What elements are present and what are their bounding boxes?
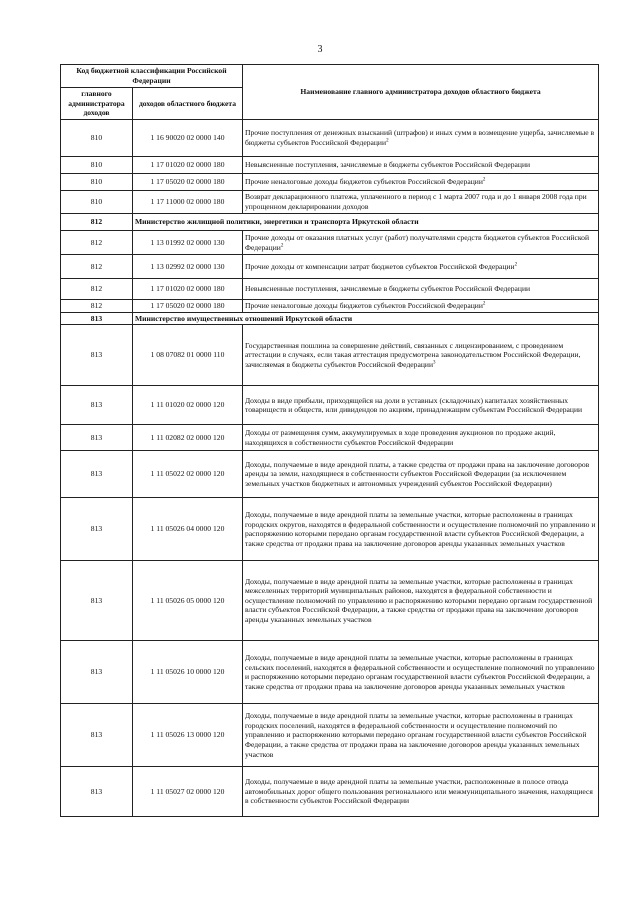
income-name-text: Прочие неналоговые доходы бюджетов субъектов Российской Федерации — [245, 301, 483, 310]
income-name-cell — [243, 767, 599, 817]
income-name-text: Доходы, получаемые в виде арендной платы за земельные участки, которые расположены в границах межселенных территорий муниципальных районов, находятся в федеральной собственности и осуществление полномочий по управлению и распоряжению которыми передано органам государственной власти субъектов Российской Федерации, а также средства от продажи права на заключение договоров аренды указанных земельных участков — [245, 576, 593, 625]
header-admin-column: главного администратора доходов — [61, 88, 133, 120]
income-name-cell — [243, 325, 599, 386]
footnote-marker: 2 — [482, 177, 486, 183]
admin-code-cell: 813 — [61, 498, 133, 561]
income-code-cell: 1 11 05026 04 0000 120 — [133, 498, 243, 561]
admin-code-cell: 813 — [61, 641, 133, 704]
income-name-cell — [243, 425, 599, 451]
table-row — [61, 157, 599, 174]
admin-code-cell: 812 — [61, 255, 133, 279]
admin-code-cell: 810 — [61, 157, 133, 174]
admin-code-cell: 810 — [61, 191, 133, 214]
income-name-cell — [243, 386, 599, 425]
table-row — [61, 641, 599, 704]
income-code-cell: 1 17 01020 02 0000 180 — [133, 157, 243, 174]
footnote-marker: 2 — [514, 262, 518, 268]
section-title-cell: Министерство жилищной политики, энергетики и транспорта Иркутской области — [133, 214, 599, 231]
footnote-marker: 2 — [386, 138, 389, 144]
income-name-text: Прочие поступления от денежных взысканий (штрафов) и иных сумм в возмещение ущерба, зачисляемые в бюджеты субъектов Российской Федерации — [245, 128, 595, 147]
admin-code-cell: 813 — [61, 704, 133, 767]
income-name-text: Прочие неналоговые доходы бюджетов субъектов Российской Федерации — [245, 177, 483, 187]
admin-code-cell: 813 — [61, 451, 133, 498]
admin-code-cell: 813 — [61, 425, 133, 451]
admin-code-cell: 813 — [61, 386, 133, 425]
admin-code-cell: 813 — [61, 767, 133, 817]
table-header-row — [61, 65, 599, 88]
income-code-cell: 1 11 05026 13 0000 120 — [133, 704, 243, 767]
admin-code-cell: 812 — [61, 279, 133, 300]
income-name-cell — [243, 641, 599, 704]
admin-code-cell: 812 — [61, 231, 133, 255]
income-name-cell — [243, 704, 599, 767]
income-name-cell — [243, 300, 599, 313]
table-row — [61, 231, 599, 255]
table-row — [61, 325, 599, 386]
income-code-cell: 1 11 01020 02 0000 120 — [133, 386, 243, 425]
income-name-text: Невыясненные поступления, зачисляемые в бюджеты субъектов Российской Федерации — [245, 160, 531, 170]
admin-code-cell: 813 — [61, 561, 133, 641]
income-name-text: Прочие доходы от оказания платных услуг (работ) получателями средств бюджетов субъектов Российской Федерации — [245, 232, 590, 252]
income-name-text: Невыясненные поступления, зачисляемые в бюджеты субъектов Российской Федерации — [245, 284, 531, 294]
income-name-cell — [243, 279, 599, 300]
income-code-cell: 1 17 05020 02 0000 180 — [133, 300, 243, 313]
table-row — [61, 386, 599, 425]
header-income-column: доходов областного бюджета — [133, 88, 243, 120]
table-row — [61, 300, 599, 313]
income-name-text: Возврат декларационного платежа, уплаченного в период с 1 марта 2007 года и до 1 января 2008 года при упрощенном декларировании доходов — [245, 192, 587, 211]
table-row — [61, 120, 599, 157]
footnote-marker: 2 — [482, 301, 486, 307]
income-name-text: Доходы, получаемые в виде арендной платы за земельные участки, которые расположены в границах городских поселений, находятся в федеральной собственности и осуществление полномочий по управлению и распоряжению которыми передано органам государственной власти субъектов Российской Федерации, а также средства от продажи права на заключение договоров аренды указанных земельных участков — [245, 711, 587, 759]
table-row — [61, 255, 599, 279]
table-row — [61, 451, 599, 498]
income-code-cell: 1 17 05020 02 0000 180 — [133, 174, 243, 191]
income-name-cell — [243, 255, 599, 279]
income-name-text: Доходы, получаемые в виде арендной платы, а также средства от продажи права на заключение договоров аренды за земли, находящиеся в собственности субъектов Российской Федерации (за исключением земельных участков бюджетных и автономных учреждений субъектов Российской Федерации) — [245, 459, 590, 488]
income-code-cell: 1 13 01992 02 0000 130 — [133, 231, 243, 255]
table-row — [61, 191, 599, 214]
income-name-cell — [243, 231, 599, 255]
income-name-text: Доходы в виде прибыли, приходящейся на доли в уставных (складочных) капиталах хозяйственных товариществ и обществ, или дивидендов по акциям, принадлежащим субъектам Российской Федерации — [245, 395, 583, 415]
section-header-row — [61, 312, 599, 325]
income-code-cell: 1 17 11000 02 0000 180 — [133, 191, 243, 214]
admin-code-cell: 813 — [61, 325, 133, 386]
income-code-cell: 1 17 01020 02 0000 180 — [133, 279, 243, 300]
income-name-text: Доходы, получаемые в виде арендной платы за земельные участки, которые расположены в границах городских округов, находятся в федеральной собственности и осуществление полномочий по управлению и распоряжению которыми передано органам государственной власти субъектов Российской Федерации, а также средства от продажи права на заключение договоров аренды указанных земельных участков — [245, 510, 596, 548]
section-header-row — [61, 214, 599, 231]
income-name-cell — [243, 120, 599, 157]
header-name-column: Наименование главного администратора доходов областного бюджета — [243, 65, 599, 120]
header-group-title: Код бюджетной классификации Российской Федерации — [61, 65, 243, 88]
income-name-cell — [243, 561, 599, 641]
income-name-cell — [243, 451, 599, 498]
admin-code-cell: 812 — [61, 300, 133, 313]
page-number: 3 — [317, 44, 323, 55]
admin-code-cell: 810 — [61, 120, 133, 157]
income-code-cell: 1 11 05026 05 0000 120 — [133, 561, 243, 641]
income-code-cell: 1 11 05027 02 0000 120 — [133, 767, 243, 817]
income-code-cell: 1 13 02992 02 0000 130 — [133, 255, 243, 279]
income-name-text: Доходы от размещения сумм, аккумулируемых в ходе проведения аукционов по продаже акций, находящихся в собственности субъектов Российской Федерации — [245, 428, 556, 447]
footnote-marker: 3 — [433, 360, 436, 366]
table-row — [61, 767, 599, 817]
income-name-cell — [243, 191, 599, 214]
table-row — [61, 425, 599, 451]
income-name-cell — [243, 157, 599, 174]
table-row — [61, 279, 599, 300]
income-name-text: Государственная пошлина за совершение действий, связанных с лицензированием, с проведением аттестации в случаях, если такая аттестация предусмотрена законодательством Российской Федерации, зачисляемая в бюджеты субъектов Российской Федерации — [245, 340, 581, 369]
table-row — [61, 561, 599, 641]
income-code-cell: 1 16 90020 02 0000 140 — [133, 120, 243, 157]
budget-classification-table — [60, 64, 599, 817]
income-name-text: Доходы, получаемые в виде арендной платы за земельные участки, которые расположены в границах сельских поселений, находятся в федеральной собственности и осуществление полномочий по управлению и распоряжению которыми передано органам государственной власти субъектов Российской Федерации, а также средства от продажи права на заключение договоров аренды указанных земельных участков — [245, 653, 595, 691]
income-name-text: Прочие доходы от компенсации затрат бюджетов субъектов Российской Федерации — [245, 261, 515, 271]
admin-code-cell: 812 — [61, 214, 133, 231]
income-name-cell — [243, 174, 599, 191]
admin-code-cell: 813 — [61, 312, 133, 325]
income-code-cell: 1 11 05026 10 0000 120 — [133, 641, 243, 704]
income-code-cell: 1 11 02082 02 0000 120 — [133, 425, 243, 451]
section-title-cell: Министерство имущественных отношений Иркутской области — [133, 312, 599, 325]
income-code-cell: 1 11 05022 02 0000 120 — [133, 451, 243, 498]
income-code-cell: 1 08 07082 01 0000 110 — [133, 325, 243, 386]
table-body — [61, 120, 599, 817]
income-name-text: Доходы, получаемые в виде арендной платы за земельные участки, расположенные в полосе отвода автомобильных дорог общего пользования регионального или межмуниципального значения, находящиеся в собственности субъектов Российской Федерации — [245, 777, 593, 806]
table-row — [61, 498, 599, 561]
footnote-marker: 2 — [280, 242, 284, 248]
income-name-cell — [243, 498, 599, 561]
table-row — [61, 704, 599, 767]
table-row — [61, 174, 599, 191]
admin-code-cell: 810 — [61, 174, 133, 191]
